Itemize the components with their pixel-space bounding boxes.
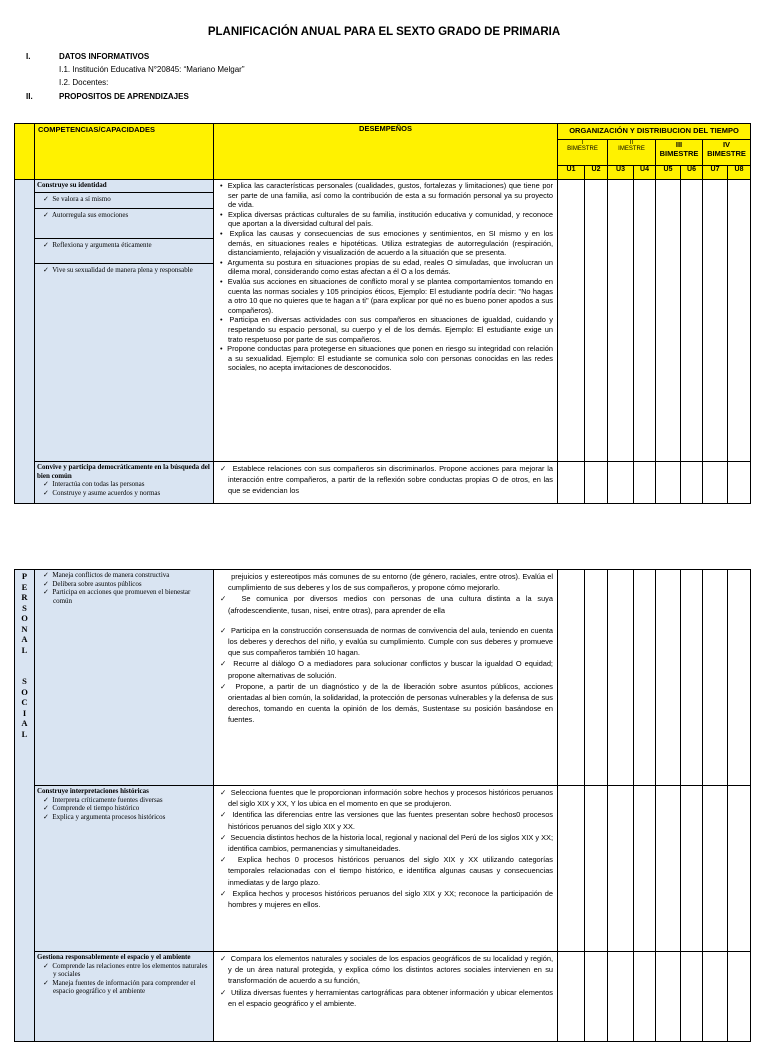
- desempeno-text: Explica las características personales (cualidades, gustos, fortalezas y limitaciones) que tiene por ser parte de una familia, así como la contribución de esta a su formación personal ya su proyecto de vida.: [227, 181, 553, 210]
- area-letter: L: [21, 644, 28, 655]
- capacidad-text: Vive su sexualidad de manera plena y responsable: [52, 266, 193, 274]
- header-bimestre-2: [608, 140, 656, 166]
- capacidad-text: Autorregula sus emociones: [52, 211, 129, 219]
- unit-header: U5: [656, 166, 681, 180]
- capacidad-item: [37, 979, 211, 996]
- check-icon: ✓: [43, 571, 49, 579]
- check-icon: ✓: [43, 211, 49, 219]
- unit-cell: [558, 462, 585, 504]
- section-datos: [26, 52, 150, 61]
- capacidad-text: Maneja fuentes de información para comprender el espacio geográfico y el ambiente: [52, 978, 196, 995]
- check-icon: ✓: [43, 795, 49, 804]
- check-icon: ✓: [220, 832, 227, 842]
- unit-cell: [728, 462, 751, 504]
- unit-cell: [703, 786, 728, 952]
- check-icon: ✓: [43, 480, 49, 488]
- unit-cell: [558, 180, 585, 462]
- check-icon: ✓: [43, 266, 49, 274]
- unit-cell: [608, 180, 634, 462]
- desempeno-item: [219, 787, 553, 809]
- check-icon: ✓: [43, 579, 49, 588]
- unit-cell: [585, 786, 608, 952]
- unit-cell: [681, 462, 703, 504]
- header-bimestre-1: [558, 140, 608, 166]
- desempeno-text: Selecciona fuentes que le proporcionan información sobre hechos y procesos históricos peruanos del siglo XIX y XX, Y los ubica en el momento en que se produjeron.: [228, 788, 554, 809]
- desempeno-text: Propone, a partir de un diagnóstico y de la de liberación sobre asuntos públicos, acciones orientadas al bien común, la solidaridad, la protección de personas vulnerables y la defensa de sus derechos, tomando en cuenta la opinión de los demás, Sustentase su posición basándose en fuentes.: [228, 681, 553, 725]
- check-icon: ✓: [220, 855, 229, 865]
- check-icon: ✓: [220, 788, 227, 797]
- check-icon: ✓: [220, 888, 227, 898]
- capacidad-item: [37, 489, 211, 498]
- desempeno-item: [219, 987, 553, 1009]
- area-letter: R: [21, 592, 28, 602]
- bimestre-label: IMESTRE: [618, 146, 645, 152]
- unit-cell: [608, 462, 634, 504]
- check-icon: ✓: [220, 810, 227, 820]
- unit-cell: [634, 462, 656, 504]
- capacidad-item: [37, 195, 211, 204]
- unit-cell: [656, 462, 681, 504]
- capacidad-text: Comprende las relaciones entre los elementos naturales y sociales: [52, 961, 208, 978]
- desempeno-text: Recurre al diálogo O a mediadores para solucionar conflictos y buscar la igualdad O equidad; propone alternativas de solución.: [228, 659, 553, 680]
- capacidad-text: Construye y asume acuerdos y normas: [52, 488, 161, 497]
- section-label: PROPOSITOS DE APRENDIZAJES: [59, 92, 189, 101]
- bimestre-number: I: [581, 140, 584, 146]
- check-icon: ✓: [220, 594, 230, 604]
- desempeno-text: Compara los elementos naturales y sociales de los espacios geográficos de su localidad y región, y de un área natural protegida, y explica cómo los distintos actores sociales intervienen en su transformación de acuerdo a su función,: [228, 954, 553, 986]
- desempeno-item: [219, 315, 553, 344]
- bullet-icon: •: [220, 276, 223, 286]
- desempeno-item: [219, 832, 553, 854]
- unit-cell: [703, 952, 728, 1042]
- desempeno-text: Explica hechos y procesos históricos peruanos del siglo XIX y XX; reconoce la participación de hombres y mujeres en ellos.: [228, 888, 553, 910]
- area-letter: P: [21, 571, 28, 581]
- check-icon: ✓: [43, 488, 49, 497]
- desempenos-identidad: [214, 180, 558, 462]
- unit-cell: [728, 570, 751, 786]
- unit-cell: [608, 570, 634, 786]
- unit-header: U2: [585, 166, 608, 180]
- check-icon: ✓: [43, 588, 49, 596]
- planning-table-page-2: [14, 569, 751, 1042]
- header-desempenos: DESEMPEÑOS: [214, 124, 558, 180]
- unit-cell: [703, 180, 728, 462]
- unit-header: U1: [558, 166, 585, 180]
- area-letter: N: [21, 623, 28, 634]
- capacidad-text: Reflexiona y argumenta éticamente: [52, 240, 152, 249]
- desempenos-espacio: [214, 952, 558, 1042]
- desempeno-item: [219, 593, 553, 615]
- bimestre-label: BIMESTRE: [659, 149, 699, 158]
- desempeno-item: [219, 210, 553, 229]
- desempenos-convive: [214, 462, 558, 504]
- unit-cell: [703, 462, 728, 504]
- bullet-icon: •: [220, 257, 223, 267]
- bimestre-label: BIMESTRE: [567, 146, 598, 152]
- unit-header: U4: [634, 166, 656, 180]
- desempenos-convive-cont: [214, 570, 558, 786]
- capacidad-text: Explica y argumenta procesos históricos: [52, 812, 166, 821]
- area-letter: E: [21, 581, 28, 592]
- info-institution: I.1. Institución Educativa N°20845: “Mariano Melgar”: [59, 65, 245, 74]
- unit-cell: [656, 786, 681, 952]
- unit-cell: [634, 570, 656, 786]
- check-icon: ✓: [43, 961, 49, 970]
- competencia-convive: [35, 462, 214, 504]
- check-icon: ✓: [43, 194, 49, 203]
- check-icon: ✓: [220, 625, 227, 635]
- capacidad-item: [37, 580, 211, 589]
- area-letter: L: [21, 728, 28, 739]
- capacidad-item: [37, 813, 211, 822]
- check-icon: ✓: [43, 804, 49, 812]
- unit-header: U6: [681, 166, 703, 180]
- unit-cell: [681, 952, 703, 1042]
- check-icon: ✓: [43, 240, 49, 249]
- competencia-title: Gestiona responsablemente el espacio y el ambiente: [37, 953, 191, 961]
- unit-header: U3: [608, 166, 634, 180]
- competencia-title: Construye interpretaciones históricas: [37, 787, 149, 795]
- header-area-cell: [15, 124, 35, 180]
- desempeno-item: [219, 809, 553, 831]
- capacidad-text: Participa en acciones que promueven el bienestar común: [52, 588, 191, 605]
- header-bimestre-4: [703, 140, 751, 166]
- competencia-espacio: [35, 952, 214, 1042]
- competencia-identidad: [35, 180, 214, 462]
- bullet-icon: •: [220, 228, 223, 238]
- desempeno-text: Participa en diversas actividades con sus compañeros en situaciones de igualdad, cuidando y respetando su espacio personal, su cuerpo y el de los demás. Ejemplo: El estudiante exige un trato respetuoso por parte de sus compañeros.: [228, 315, 554, 344]
- unit-cell: [728, 786, 751, 952]
- unit-cell: [634, 786, 656, 952]
- planning-table-page-1: [14, 123, 751, 504]
- check-icon: ✓: [220, 954, 227, 963]
- unit-cell: [681, 786, 703, 952]
- unit-cell: [634, 952, 656, 1042]
- desempeno-item: [219, 888, 553, 910]
- desempeno-text: Participa en la construcción consensuada de normas de convivencia del aula, teniendo en cuenta los deberes y derechos del niño, y evalúa su cumplimiento. Cumple con sus deberes y promueve que sus compañeros también 10 hagan.: [228, 625, 553, 658]
- header-competencias: COMPETENCIAS/CAPACIDADES: [35, 124, 214, 180]
- capacidad-item: [37, 796, 211, 805]
- desempeno-text: Propone conductas para protegerse en situaciones que ponen en riesgo su integridad con relación a su sexualidad. Ejemplo: El estudiante se comunica solo con personas conocidas en las redes sociales, no acepta invitaciones de desconocidos.: [227, 344, 553, 373]
- bimestre-label: BIMESTRE: [707, 149, 746, 158]
- header-organizacion: ORGANIZACIÓN Y DISTRIBUCION DEL TIEMPO: [558, 124, 751, 140]
- unit-cell: [656, 180, 681, 462]
- competencia-title: Convive y participa democráticamente en la búsqueda del bien común: [37, 463, 210, 480]
- bimestre-number: IV: [722, 140, 731, 149]
- area-letter: A: [21, 718, 28, 728]
- section-label: DATOS INFORMATIVOS: [59, 52, 150, 61]
- capacidad-item: [37, 571, 211, 580]
- section-number: II.: [26, 92, 33, 101]
- unit-cell: [608, 952, 634, 1042]
- unit-header: U7: [703, 166, 728, 180]
- capacidad-item: [37, 211, 211, 220]
- capacidad-text: Se valora a sí mismo: [52, 194, 111, 203]
- bimestre-number: II: [629, 140, 634, 146]
- unit-cell: [728, 180, 751, 462]
- area-letter: O: [21, 613, 28, 623]
- capacidad-text: Delibera sobre asuntos públicos: [52, 579, 142, 588]
- desempeno-item: [219, 344, 553, 373]
- desempeno-item: [219, 854, 553, 888]
- capacidad-item: [37, 480, 211, 489]
- unit-cell: [585, 952, 608, 1042]
- unit-cell: [703, 570, 728, 786]
- unit-cell: [634, 180, 656, 462]
- area-letter: O: [21, 686, 28, 697]
- capacidad-text: Interpreta críticamente fuentes diversas: [52, 795, 163, 804]
- section-number: I.: [26, 52, 31, 61]
- desempeno-item: [219, 681, 553, 726]
- area-vertical-label: [15, 570, 35, 1042]
- bullet-icon: •: [220, 315, 223, 325]
- desempeno-text: Argumenta su postura en situaciones propias de su edad, reales O simuladas, que involucran un dilema moral, considerando como estas afectan a él O a los demás.: [227, 257, 553, 277]
- check-icon: ✓: [220, 659, 228, 669]
- competencia-historicas: [35, 786, 214, 952]
- unit-cell: [558, 786, 585, 952]
- unit-cell: [608, 786, 634, 952]
- desempenos-historicas: [214, 786, 558, 952]
- desempeno-item: [219, 625, 553, 659]
- unit-cell: [558, 952, 585, 1042]
- check-icon: ✓: [220, 987, 227, 997]
- check-icon: ✓: [220, 681, 228, 691]
- capacidad-item: [37, 241, 211, 250]
- area-cell: [15, 180, 35, 504]
- check-icon: ✓: [43, 812, 49, 821]
- capacidades-convive-cont: [35, 570, 214, 786]
- unit-cell: [656, 570, 681, 786]
- desempeno-text: Utiliza diversas fuentes y herramientas cartográficas para obtener información y ubicar elementos en el espacio geográfico y el ambiente.: [228, 987, 554, 1008]
- unit-header: U8: [728, 166, 751, 180]
- bullet-icon: •: [220, 209, 223, 219]
- capacidad-text: Interactúa con todas las personas: [52, 480, 145, 488]
- capacidad-item: [37, 266, 211, 275]
- capacidad-item: [37, 588, 211, 605]
- desempeno-text: Evalúa sus acciones en situaciones de conflicto moral y se plantea comportamientos tomando en cuenta las normas sociales y 105 principios éticos, Ejemplo: El estudiante podría decir: "No hagas a otro 10 que no quieres que te hagan a ti" (para explicar por qué no es bueno poner apodos a sus compañeros).: [227, 276, 554, 315]
- header-bimestre-3: [656, 140, 703, 166]
- check-icon: ✓: [220, 464, 227, 473]
- desempeno-item: [219, 953, 553, 987]
- info-teachers: I.2. Docentes:: [59, 78, 109, 87]
- desempeno-text: Secuencia distintos hechos de la historia local, regional y nacional del Perú de los siglos XIX y XX; identifica cambios, permanencias y simultaneidades.: [228, 832, 553, 854]
- check-icon: ✓: [43, 978, 49, 987]
- bullet-icon: •: [220, 181, 223, 190]
- desempeno-item: [219, 181, 553, 210]
- capacidad-text: Maneja conflictos de manera constructiva: [52, 571, 170, 579]
- unit-cell: [585, 462, 608, 504]
- desempeno-item: [219, 258, 553, 277]
- desempeno-item: [219, 277, 553, 315]
- area-letter: I: [22, 707, 27, 718]
- desempeno-item: [219, 571, 553, 593]
- area-letter: A: [21, 634, 28, 644]
- capacidad-item: [37, 804, 211, 813]
- desempeno-item: [219, 463, 553, 496]
- capacidad-text: Comprende el tiempo histórico: [52, 804, 140, 812]
- desempeno-text: Identifica las diferencias entre las versiones que las fuentes presentan sobre hechos0 procesos históricos peruanos del siglo XIX y XX.: [228, 810, 553, 831]
- desempeno-text: Explica las causas y consecuencias de sus emociones y sentimientos, en SI mismo y en los demás, en situaciones reales e hipotéticas. Utiliza estrategias de autorregulación (respiración, distanciamiento, relajación y visualización de acuerdo a la situación que se presenta.: [228, 228, 553, 258]
- unit-cell: [681, 180, 703, 462]
- unit-cell: [656, 952, 681, 1042]
- section-propositos: [26, 92, 189, 101]
- capacidad-item: [37, 962, 211, 979]
- desempeno-text: Se comunica por diversos medios con personas de una cultura distinta a la suya (afrodescendiente, tusan, nisei, entre otras), para aprender de ella: [228, 594, 553, 615]
- desempeno-text: Establece relaciones con sus compañeros sin discriminarlos. Propone acciones para mejorar la interacción entre compañeros, a partir de la reflexión sobre conductas propias O de otros, en las que se evidencian los: [228, 464, 554, 495]
- area-letter: C: [21, 697, 28, 707]
- bimestre-number: III: [675, 140, 683, 149]
- desempeno-text: Explica diversas prácticas culturales de su familia, institución educativa y comunidad, y reconoce que aportan a la diversidad cultural del país.: [228, 209, 553, 229]
- desempeno-item: [219, 229, 553, 258]
- desempeno-text: prejuicios y estereotipos más comunes de su entorno (de género, raciales, entre otros). Evalúa el cumplimiento de sus deberes y los de sus compañeros, y propone cómo mejorarlo.: [228, 572, 554, 593]
- document-title: PLANIFICACIÓN ANUAL PARA EL SEXTO GRADO DE PRIMARIA: [207, 26, 561, 38]
- area-letter: S: [22, 602, 27, 613]
- competencia-title: Construye su identidad: [37, 181, 107, 189]
- unit-cell: [728, 952, 751, 1042]
- desempeno-text: Explica hechos 0 procesos históricos peruanos del siglo XIX y XX utilizando categorías temporales relacionadas con el tiempo histórico, e identifica algunas causas y consecuencias inmediatas y de largo plazo.: [228, 855, 553, 887]
- bullet-icon: •: [220, 344, 223, 354]
- area-letter: S: [22, 676, 27, 686]
- unit-cell: [558, 570, 585, 786]
- desempeno-item: [219, 658, 553, 680]
- unit-cell: [681, 570, 703, 786]
- unit-cell: [585, 570, 608, 786]
- unit-cell: [585, 180, 608, 462]
